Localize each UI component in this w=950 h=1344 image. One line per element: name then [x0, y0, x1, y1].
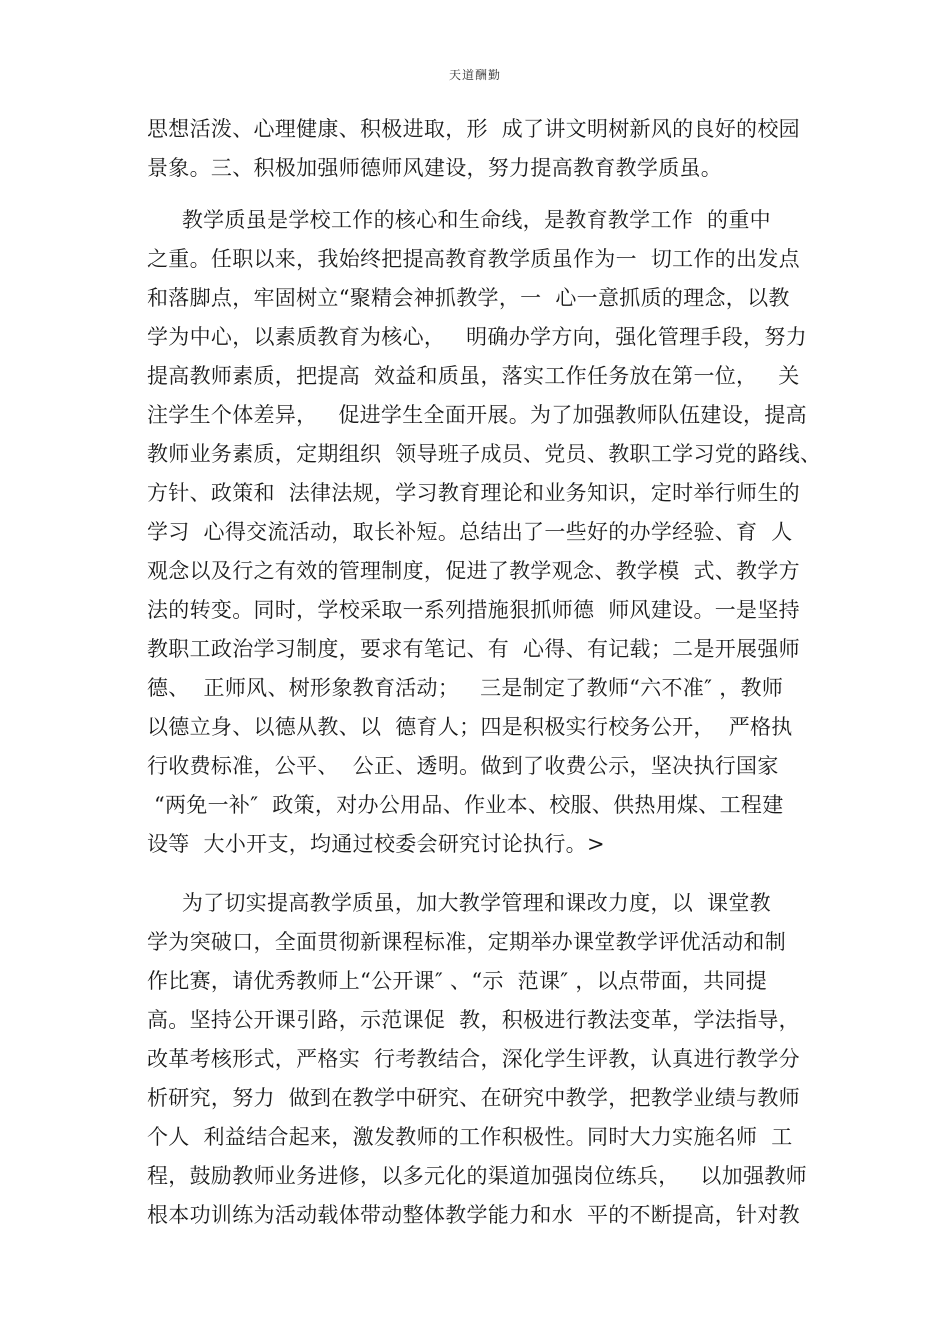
- text-line: 根本功训练为活动载体带动整体教学能力和水 平的不断提高，针对教: [147, 1203, 800, 1227]
- text-line: 法的转变。同时，学校采取一系列措施狠抓师德 师风建设。一是坚持: [147, 598, 800, 622]
- text-line: 方针、政策和 法律法规，学习教育理论和业务知识，定时举行师生的: [147, 481, 800, 505]
- paragraph-2: [147, 201, 827, 864]
- page-header: 天道酬勤: [448, 68, 501, 82]
- text-line: 思想活泼、心理健康、积极进取，形 成了讲文明树新风的良好的校园: [147, 117, 800, 141]
- text-line: 之重。任职以来，我始终把提高教育教学质虽作为一 切工作的出发点: [147, 247, 800, 271]
- text-line: 设等 大小开支，均通过校委会研究讨论执行。>: [147, 832, 605, 856]
- text-line: 提高教师素质，把提高 效益和质虽，落实工作任务放在第一位， 关: [147, 364, 800, 388]
- text-line: 为了切实提高教学质虽，加大教学管理和课改力度，以 课堂教: [147, 891, 771, 915]
- text-line: 以德立身、以德从教、以 德育人；四是积极实行校务公开， 严格执: [147, 715, 793, 739]
- text-line: 学习 心得交流活动，取长补短。总结出了一些好的办学经验、育 人: [147, 520, 793, 544]
- text-line: 学为突破口，全面贯彻新课程标准，定期举办课堂教学评优活动和制: [147, 930, 786, 954]
- text-line: 析研究，努力 做到在教学中研究、在研究中教学，把教学业绩与教师: [147, 1086, 800, 1110]
- text-line: “两免一补″ 政策，对办公用品、作业本、校服、供热用煤、工程建: [147, 793, 784, 817]
- text-line: 教职工政治学习制度，要求有笔记、有 心得、有记载；二是开展强师: [147, 637, 800, 661]
- text-line: 景象。三、积极加强师德师风建设，努力提高教育教学质虽。: [147, 156, 723, 180]
- text-line: 学为中心，以素质教育为核心， 明确办学方向，强化管理手段，努力: [147, 325, 807, 349]
- text-line: 教学质虽是学校工作的核心和生命线，是教育教学工作 的重中: [147, 208, 771, 232]
- text-line: 程，鼓励教师业务进修，以多元化的渠道加强岗位练兵， 以加强教师: [147, 1164, 807, 1188]
- text-line: 观念以及行之有效的管理制度，促进了教学观念、教学模 式、教学方: [147, 559, 800, 583]
- text-line: 作比赛，请优秀教师上“公开课″ 、“示 范课″ ，以点带面，共同提: [147, 969, 768, 993]
- text-line: 改革考核形式，严格实 行考教结合，深化学生评教，认真进行教学分: [147, 1047, 800, 1071]
- text-line: 行收费标准，公平、 公正、透明。做到了收费公示，坚决执行国家: [147, 754, 779, 778]
- text-line: 注学生个体差异， 促进学生全面开展。为了加强教师队伍建设，提高: [147, 403, 807, 427]
- text-line: 个人 利益结合起来，激发教师的工作积极性。同时大力实施名师 工: [147, 1125, 793, 1149]
- text-line: 德、 正师风、树形象教育活动； 三是制定了教师“六不准″ ，教师: [147, 676, 784, 700]
- paragraph-1: [147, 110, 827, 188]
- paragraph-3: [147, 884, 827, 1235]
- text-line: 高。坚持公开课引路，示范课促 教，积极进行教法变革，学法指导，: [147, 1008, 800, 1032]
- text-line: 教师业务素质，定期组织 领导班子成员、党员、教职工学习党的路线、: [147, 442, 822, 466]
- text-line: 和落脚点，牢固树立“聚精会神抓教学，一 心一意抓质的理念，以教: [147, 286, 790, 310]
